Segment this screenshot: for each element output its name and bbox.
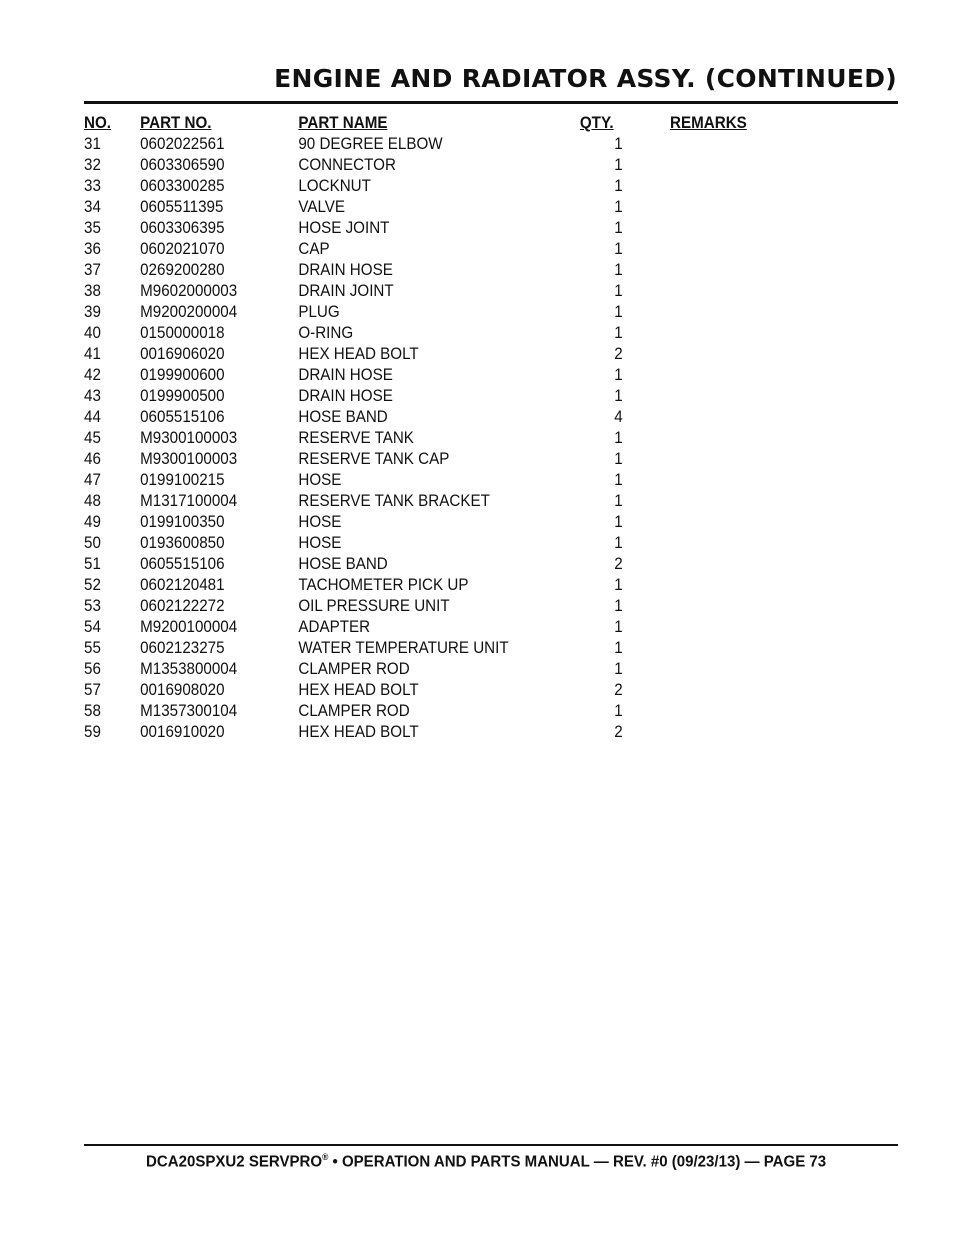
cell-qty: 1 bbox=[614, 177, 623, 195]
cell-no: 46 bbox=[84, 450, 101, 468]
cell-part-no: M9300100003 bbox=[140, 429, 238, 447]
cell-part-no: 0016910020 bbox=[140, 723, 225, 741]
cell-no: 41 bbox=[84, 345, 101, 363]
cell-part-name: HOSE BAND bbox=[298, 555, 388, 573]
table-row bbox=[84, 428, 833, 449]
table-row bbox=[84, 155, 833, 176]
cell-no: 44 bbox=[84, 408, 101, 426]
cell-qty: 1 bbox=[614, 366, 623, 384]
cell-part-name: DRAIN HOSE bbox=[298, 261, 393, 279]
title-divider bbox=[84, 101, 898, 104]
cell-part-no: 0602021070 bbox=[140, 240, 225, 258]
cell-part-name: 90 DEGREE ELBOW bbox=[298, 135, 443, 153]
cell-part-name: HOSE JOINT bbox=[298, 219, 390, 237]
cell-part-no: 0602122272 bbox=[140, 597, 225, 615]
cell-no: 47 bbox=[84, 471, 101, 489]
table-row bbox=[84, 260, 833, 281]
cell-qty: 1 bbox=[614, 471, 623, 489]
cell-part-no: 0016906020 bbox=[140, 345, 225, 363]
cell-part-name: VALVE bbox=[298, 198, 346, 216]
table-row bbox=[84, 302, 833, 323]
cell-no: 49 bbox=[84, 513, 101, 531]
cell-part-name: DRAIN HOSE bbox=[298, 387, 393, 405]
cell-part-no: 0602123275 bbox=[140, 639, 225, 657]
footer-model: DCA20SPXU2 SERVPRO bbox=[146, 1153, 323, 1171]
cell-no: 31 bbox=[84, 135, 101, 153]
cell-qty: 1 bbox=[614, 282, 623, 300]
cell-part-name: PLUG bbox=[298, 303, 340, 321]
cell-part-no: 0199100215 bbox=[140, 471, 225, 489]
header-qty: QTY. bbox=[579, 114, 614, 132]
table-row bbox=[84, 701, 833, 722]
cell-part-no: 0193600850 bbox=[140, 534, 225, 552]
cell-part-no: 0016908020 bbox=[140, 681, 225, 699]
cell-part-name: O-RING bbox=[298, 324, 354, 342]
page-footer bbox=[146, 1152, 826, 1171]
cell-no: 38 bbox=[84, 282, 101, 300]
cell-part-name: ADAPTER bbox=[298, 618, 371, 636]
cell-no: 58 bbox=[84, 702, 101, 720]
cell-no: 53 bbox=[84, 597, 101, 615]
cell-part-no: M9300100003 bbox=[140, 450, 238, 468]
cell-no: 39 bbox=[84, 303, 101, 321]
table-row bbox=[84, 176, 833, 197]
cell-qty: 4 bbox=[614, 408, 623, 426]
cell-part-name: HOSE bbox=[298, 471, 342, 489]
cell-part-no: 0602120481 bbox=[140, 576, 225, 594]
header-part-name: PART NAME bbox=[298, 114, 388, 132]
cell-no: 56 bbox=[84, 660, 101, 678]
cell-qty: 1 bbox=[614, 450, 623, 468]
cell-no: 52 bbox=[84, 576, 101, 594]
cell-part-no: M1357300104 bbox=[140, 702, 238, 720]
cell-qty: 1 bbox=[614, 324, 623, 342]
cell-part-no: 0269200280 bbox=[140, 261, 225, 279]
cell-part-name: HOSE bbox=[298, 513, 342, 531]
cell-part-no: 0199100350 bbox=[140, 513, 225, 531]
cell-no: 54 bbox=[84, 618, 101, 636]
table-row bbox=[84, 470, 833, 491]
page-title: ENGINE AND RADIATOR ASSY. (CONTINUED) bbox=[274, 64, 897, 93]
footer-manual-info: • OPERATION AND PARTS MANUAL — REV. #0 (09/23/13) — PAGE 73 bbox=[328, 1153, 827, 1171]
table-row bbox=[84, 449, 833, 470]
cell-part-no: 0602022561 bbox=[140, 135, 225, 153]
table-row bbox=[84, 218, 833, 239]
cell-qty: 2 bbox=[614, 723, 623, 741]
cell-qty: 1 bbox=[614, 219, 623, 237]
table-row bbox=[84, 491, 833, 512]
cell-part-name: DRAIN HOSE bbox=[298, 366, 393, 384]
table-row bbox=[84, 239, 833, 260]
cell-qty: 1 bbox=[614, 303, 623, 321]
cell-part-no: 0150000018 bbox=[140, 324, 225, 342]
header-part-no: PART NO. bbox=[140, 114, 212, 132]
cell-no: 40 bbox=[84, 324, 101, 342]
cell-part-name: HEX HEAD BOLT bbox=[298, 345, 419, 363]
cell-qty: 1 bbox=[614, 660, 623, 678]
table-row bbox=[84, 680, 833, 701]
registered-mark: ® bbox=[322, 1152, 329, 1162]
cell-no: 32 bbox=[84, 156, 101, 174]
cell-qty: 1 bbox=[614, 513, 623, 531]
cell-part-name: CAP bbox=[298, 240, 330, 258]
table-row bbox=[84, 659, 833, 680]
cell-qty: 1 bbox=[614, 156, 623, 174]
cell-no: 36 bbox=[84, 240, 101, 258]
table-row bbox=[84, 533, 833, 554]
cell-part-no: 0605515106 bbox=[140, 555, 225, 573]
table-row bbox=[84, 197, 833, 218]
table-row bbox=[84, 407, 833, 428]
cell-qty: 1 bbox=[614, 387, 623, 405]
table-row bbox=[84, 638, 833, 659]
cell-no: 42 bbox=[84, 366, 101, 384]
cell-no: 55 bbox=[84, 639, 101, 657]
cell-part-name: HOSE BAND bbox=[298, 408, 388, 426]
cell-part-name: RESERVE TANK BRACKET bbox=[298, 492, 490, 510]
cell-part-no: M9200100004 bbox=[140, 618, 238, 636]
cell-qty: 1 bbox=[614, 492, 623, 510]
cell-part-no: M1317100004 bbox=[140, 492, 238, 510]
table-row bbox=[84, 281, 833, 302]
cell-no: 37 bbox=[84, 261, 101, 279]
cell-no: 33 bbox=[84, 177, 101, 195]
table-row bbox=[84, 617, 833, 638]
cell-no: 34 bbox=[84, 198, 101, 216]
parts-table bbox=[84, 113, 898, 743]
cell-part-name: HEX HEAD BOLT bbox=[298, 681, 419, 699]
table-row bbox=[84, 323, 833, 344]
table-row bbox=[84, 596, 833, 617]
footer-divider bbox=[84, 1144, 898, 1146]
cell-part-no: 0603300285 bbox=[140, 177, 225, 195]
cell-qty: 1 bbox=[614, 198, 623, 216]
cell-qty: 1 bbox=[614, 618, 623, 636]
cell-part-no: 0199900500 bbox=[140, 387, 225, 405]
header-no: NO. bbox=[84, 114, 111, 132]
cell-qty: 1 bbox=[614, 639, 623, 657]
cell-qty: 1 bbox=[614, 240, 623, 258]
cell-no: 57 bbox=[84, 681, 101, 699]
cell-part-no: M9200200004 bbox=[140, 303, 238, 321]
cell-no: 45 bbox=[84, 429, 101, 447]
table-row bbox=[84, 386, 833, 407]
header-remarks: REMARKS bbox=[670, 114, 747, 132]
cell-qty: 2 bbox=[614, 681, 623, 699]
cell-no: 35 bbox=[84, 219, 101, 237]
cell-qty: 2 bbox=[614, 555, 623, 573]
cell-no: 50 bbox=[84, 534, 101, 552]
cell-part-name: RESERVE TANK CAP bbox=[298, 450, 450, 468]
table-header bbox=[84, 113, 833, 134]
table-row bbox=[84, 575, 833, 596]
cell-part-no: M1353800004 bbox=[140, 660, 238, 678]
table-row bbox=[84, 365, 833, 386]
cell-no: 59 bbox=[84, 723, 101, 741]
cell-qty: 1 bbox=[614, 576, 623, 594]
cell-part-name: TACHOMETER PICK UP bbox=[298, 576, 469, 594]
cell-part-no: 0603306590 bbox=[140, 156, 225, 174]
cell-no: 48 bbox=[84, 492, 101, 510]
cell-qty: 1 bbox=[614, 135, 623, 153]
cell-qty: 1 bbox=[614, 534, 623, 552]
cell-qty: 1 bbox=[614, 597, 623, 615]
table-row bbox=[84, 134, 833, 155]
table-row bbox=[84, 554, 833, 575]
table-body bbox=[84, 134, 898, 743]
cell-qty: 2 bbox=[614, 345, 623, 363]
cell-part-name: CLAMPER ROD bbox=[298, 702, 410, 720]
cell-part-no: M9602000003 bbox=[140, 282, 238, 300]
cell-part-name: HOSE bbox=[298, 534, 342, 552]
cell-part-name: LOCKNUT bbox=[298, 177, 371, 195]
cell-part-no: 0603306395 bbox=[140, 219, 225, 237]
table-row bbox=[84, 344, 833, 365]
cell-qty: 1 bbox=[614, 261, 623, 279]
table-row bbox=[84, 512, 833, 533]
cell-part-no: 0199900600 bbox=[140, 366, 225, 384]
cell-part-name: DRAIN JOINT bbox=[298, 282, 394, 300]
cell-no: 51 bbox=[84, 555, 101, 573]
cell-part-name: CLAMPER ROD bbox=[298, 660, 410, 678]
cell-part-name: OIL PRESSURE UNIT bbox=[298, 597, 450, 615]
cell-part-name: WATER TEMPERATURE UNIT bbox=[298, 639, 509, 657]
cell-qty: 1 bbox=[614, 702, 623, 720]
cell-part-name: HEX HEAD BOLT bbox=[298, 723, 419, 741]
cell-part-name: RESERVE TANK bbox=[298, 429, 414, 447]
table-row bbox=[84, 722, 833, 743]
cell-part-no: 0605511395 bbox=[140, 198, 224, 216]
cell-part-name: CONNECTOR bbox=[298, 156, 396, 174]
cell-no: 43 bbox=[84, 387, 101, 405]
cell-qty: 1 bbox=[614, 429, 623, 447]
cell-part-no: 0605515106 bbox=[140, 408, 225, 426]
